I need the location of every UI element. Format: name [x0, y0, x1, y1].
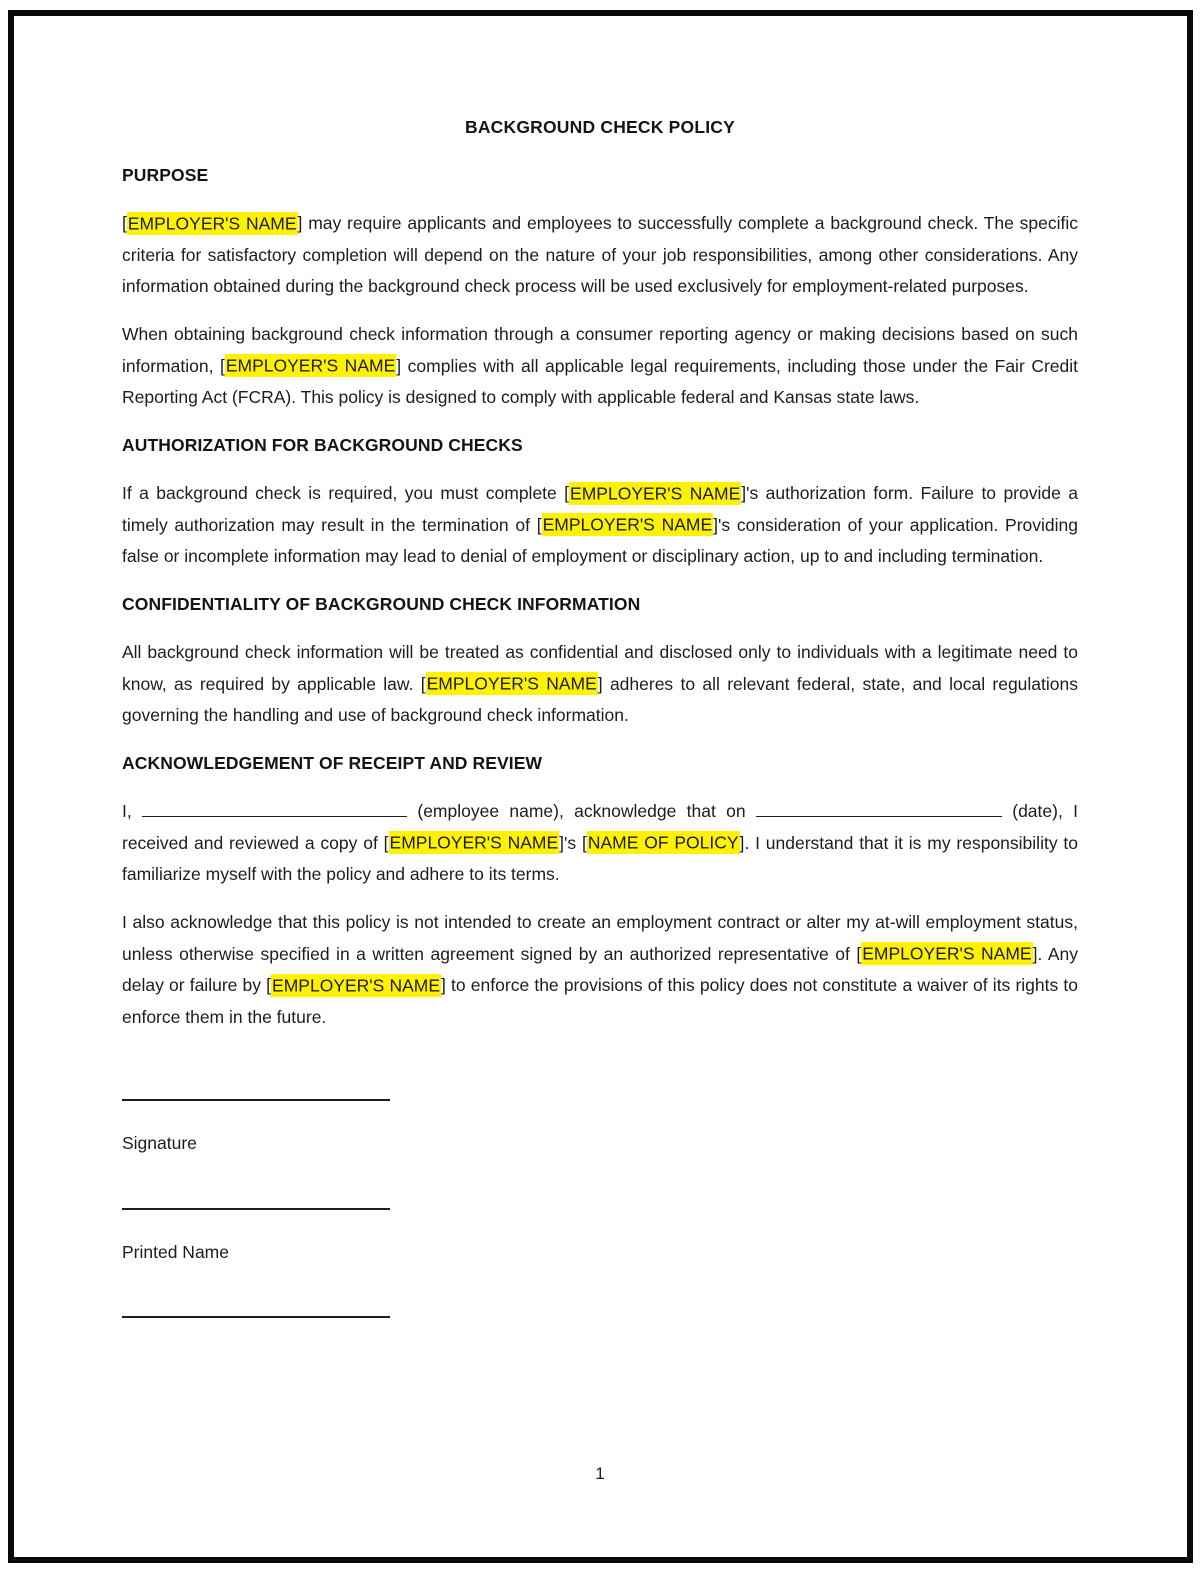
placeholder-highlight: NAME OF POLICY — [587, 832, 739, 853]
fill-in-blank — [142, 804, 407, 817]
section-heading-purpose: PURPOSE — [122, 165, 209, 185]
placeholder-highlight: EMPLOYER'S NAME — [272, 975, 441, 995]
paragraph-acknowledgement-2: I also acknowledge that this policy is not intended to create an employment contract or alter my at-will employment status, unless otherwise specified in a written agreement signed by an authorized representative of [EMPLOYER'S NAME]. Any delay or failure by [EMPLOYER'S NAME] to enforce the provisions of this policy does not constitute a waiver of its rights to enforce them in the future. — [122, 912, 1079, 1027]
document-title: BACKGROUND CHECK POLICY — [464, 117, 736, 137]
paragraph-acknowledgement-1: I, (employee name), acknowledge that on (date), I received and reviewed a copy of [EMPLOYER'S NAME]'s [NAME OF POLICY]. I understand that it is my responsibility to familiarize myself with the policy and adhere to its terms. — [122, 801, 1078, 884]
placeholder-highlight: EMPLOYER'S NAME — [225, 355, 396, 376]
printed-name-line — [122, 1208, 390, 1210]
signature-line — [122, 1099, 390, 1101]
fill-in-blank — [756, 804, 1002, 817]
placeholder-highlight: EMPLOYER'S NAME — [862, 943, 1032, 964]
extra-blank-line — [122, 1316, 390, 1318]
placeholder-highlight: EMPLOYER'S NAME — [542, 514, 713, 535]
content-area — [122, 0, 1078, 1318]
signature-label: Signature — [122, 1133, 197, 1153]
paragraph-purpose-1: [EMPLOYER'S NAME] may require applicants and employees to successfully complete a background check. The specific criteria for satisfactory completion will depend on the nature of your job responsibilities, among other considerations. Any information obtained during the background check process will be used exclusively for employment-related purposes. — [122, 213, 1078, 296]
placeholder-highlight: EMPLOYER'S NAME — [426, 673, 597, 694]
section-heading-authorization: AUTHORIZATION FOR BACKGROUND CHECKS — [122, 435, 523, 455]
paragraph-confidentiality-1: All background check information will be treated as confidential and disclosed only to individuals with a legitimate need to know, as required by applicable law. [EMPLOYER'S NAME] adheres to all relevant federal, state, and local regulations governing the handling and use of background check information. — [122, 642, 1079, 725]
section-heading-acknowledgement: ACKNOWLEDGEMENT OF RECEIPT AND REVIEW — [122, 753, 543, 773]
paragraph-authorization-1: If a background check is required, you must complete [EMPLOYER'S NAME]'s authorization form. Failure to provide a timely authorization may result in the termination of [EMPLOYER'S NAME]'s consideration of your application. Providing false or incomplete information may lead to denial of employment or disciplinary action, up to and including termination. — [122, 483, 1078, 566]
section-heading-confidentiality: CONFIDENTIALITY OF BACKGROUND CHECK INFORMATION — [122, 594, 641, 614]
printed-name-label: Printed Name — [122, 1241, 229, 1262]
placeholder-highlight: EMPLOYER'S NAME — [127, 213, 297, 233]
placeholder-highlight: EMPLOYER'S NAME — [389, 832, 559, 853]
paragraph-purpose-2: When obtaining background check information through a consumer reporting agency or making decisions based on such information, [EMPLOYER'S NAME] complies with all applicable legal requirements, including those under the Fair Credit Reporting Act (FCRA). This policy is designed to comply with applicable federal and Kansas state laws. — [122, 324, 1079, 407]
placeholder-highlight: EMPLOYER'S NAME — [570, 483, 741, 503]
page-number: 1 — [595, 1464, 605, 1483]
